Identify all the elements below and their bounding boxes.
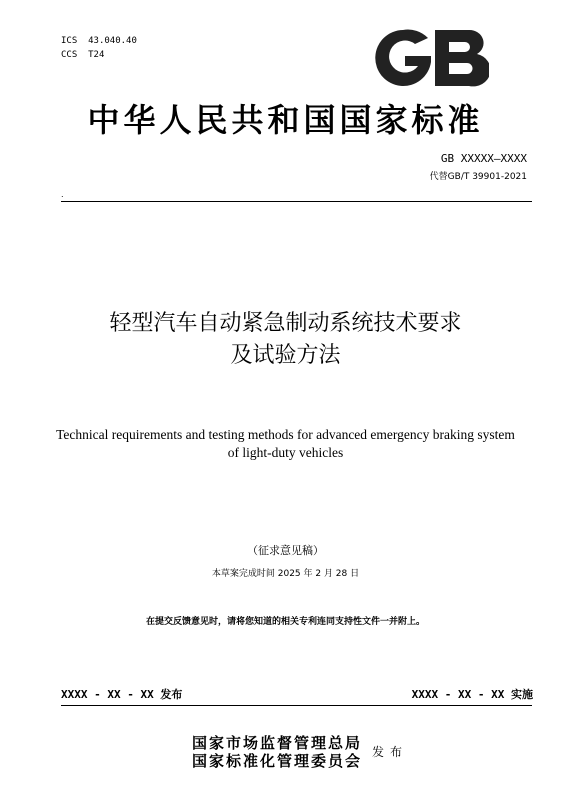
implement-date-block	[412, 686, 533, 702]
publish-label: 发布	[160, 688, 183, 701]
title-english-line2: of light-duty vehicles	[227, 445, 344, 460]
title-chinese-line1: 轻型汽车自动紧急制动系统技术要求	[109, 311, 462, 336]
issuer-block	[192, 734, 362, 770]
classification-codes	[61, 34, 137, 62]
gb-logo-icon	[373, 28, 489, 88]
marker-dot: .	[61, 190, 64, 199]
issuer-line1: 国家市场监督管理总局	[192, 734, 363, 752]
draft-date: 本草案完成时间 2025 年 2 月 28 日	[211, 569, 360, 579]
replaces-standard: 代替GB/T 39901-2021	[429, 172, 527, 182]
draft-label: （征求意见稿）	[247, 544, 324, 557]
issue-word: 发布	[372, 745, 409, 759]
implement-label: 实施	[511, 688, 533, 701]
ccs-code: CCS T24	[61, 50, 105, 60]
top-divider	[61, 201, 532, 202]
title-chinese	[0, 308, 571, 372]
publish-date-block	[61, 686, 182, 702]
organization-title: 中华人民共和国国家标准	[87, 101, 484, 139]
standard-number-block	[430, 150, 527, 186]
feedback-note: 在提交反馈意见时，请将您知道的相关专利连同支持性文件一并附上。	[145, 617, 425, 627]
title-chinese-line2: 及试验方法	[230, 343, 341, 368]
title-english-line1: Technical requirements and testing methods for advanced emergency braking system	[56, 427, 515, 442]
issuer-line2: 国家标准化管理委员会	[192, 752, 363, 770]
bottom-divider	[61, 705, 532, 706]
implement-date: XXXX - XX - XX	[411, 688, 505, 701]
title-english	[0, 426, 571, 462]
ics-code: ICS 43.040.40	[61, 36, 137, 46]
publish-date: XXXX - XX - XX	[61, 688, 154, 701]
standard-number: GB XXXXX—XXXX	[440, 152, 527, 165]
